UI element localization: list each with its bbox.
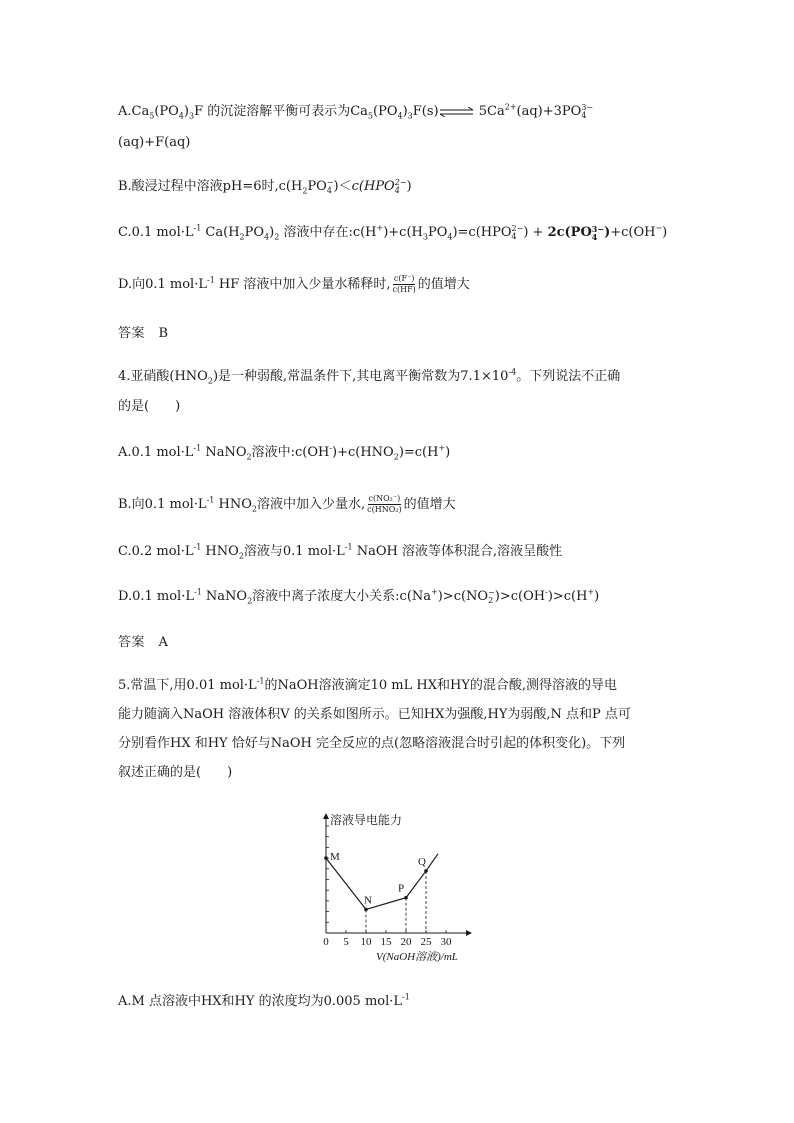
x-axis-label: V(NaOH溶液)/mL: [376, 951, 458, 963]
q3-option-a: $A.Ca_5(PO_4)_3F$ 的沉淀溶解平衡可表示为$Ca_5(PO_4)_3F(s)$ $5Ca^{2+}(aq)+3PO$ 3− 4: [118, 102, 594, 121]
q4-option-c: C.0.2 $mol\cdot L^{-1}$ $HNO_2$溶液与0.1 $mol\cdot L^{-1}$ NaOH 溶液等体积混合,溶液呈酸性: [118, 542, 563, 561]
q5-stem-line-2: 能力随滴入NaOH 溶液体积V 的关系如图所示。已知HX为强酸,HY为弱酸,N 点和P 点可: [118, 707, 631, 722]
point-label-Q: Q: [418, 855, 426, 868]
q5-option-a: A.M 点溶液中HX和HY 的浓度均为0.005 $mol\cdot L^{-1}$: [118, 992, 410, 1009]
x-tick-label: 10: [360, 936, 372, 948]
q3-option-d: D.向0.1 $mol\cdot L^{-1}$ HF 溶液中加入少量水稀释时, $\frac{c(F^-)}{c(HF)}$ 的值增大: [118, 274, 470, 294]
point-label-M: M: [330, 851, 340, 864]
point-label-P: P: [398, 882, 405, 895]
x-tick-label: 15: [380, 936, 392, 948]
q4-stem-continued: 的是( ): [118, 399, 181, 414]
point-M: [324, 856, 328, 860]
q3-option-b: B.酸浸过程中溶液pH=6时$,c(H_2PO$ − 4 )＜c(HPO 2− 4 ): [118, 177, 412, 196]
x-tick-label: 0: [323, 936, 329, 948]
fraction: $\frac{\text{c(NO₂⁻)}}{\text{c(HNO₂)}}$: [367, 494, 402, 514]
q3-option-a-continued: (aq)+F(aq): [118, 135, 191, 150]
equilibrium-arrow-icon: [439, 107, 475, 117]
x-tick-label: 5: [343, 936, 349, 948]
y-axis-label: 溶液导电能力: [330, 813, 403, 827]
q4-stem: 4.亚硝酸$(HNO_2)$是一种弱酸,常温条件下,其电离平衡常数为$7.1\times 10^{-4}$。下列说法不正确: [118, 367, 621, 386]
q4-option-a: A.0.1 $mol\cdot L^{-1}$ NaNO$_2$溶液中$:c(OH^-)+c(HNO_2)=c(H^+)$: [118, 443, 451, 462]
q5-stem-line-1: 5.常温下,用0.01 $mol\cdot L^{-1}$的NaOH溶液滴定10 mL HX和HY的混合酸,测得溶液的导电: [118, 676, 618, 693]
point-Q: [424, 869, 428, 873]
q4-option-d: D.0.1 $mol\cdot L^{-1}$ NaNO$_2$溶液中离子浓度大小关系:c(Na+)>c(NO − 2 )>c(OH-)>c(H+): [118, 587, 600, 606]
q5-stem-line-3: 分别看作HX 和HY 恰好与NaOH 完全反应的点(忽略溶液混合时引起的体积变化)。下列: [118, 736, 626, 751]
point-label-N: N: [364, 894, 372, 907]
x-tick-label: 20: [400, 936, 412, 948]
point-P: [404, 896, 408, 900]
x-tick-label: 25: [420, 936, 432, 948]
fraction: $\frac{c(F^-)}{c(HF)}$: [392, 274, 416, 294]
x-tick-label: 30: [440, 936, 452, 948]
q3-option-c: C.0.1 $mol\cdot L^{-1}$ $Ca(H_2PO_4)_2$ 溶液中存在$:c(H^+)+c(H_3PO_4)=c(HPO$ 2− 4 ) + 2c(PO 3− 4 )+c(OH−): [118, 223, 668, 242]
q4-answer: 答案 A: [118, 635, 169, 650]
conductivity-chart: [316, 808, 481, 968]
q4-option-b: B.向0.1 $mol\cdot L^{-1}$ $HNO_2$溶液中加入少量水, $\frac{\text{c(NO₂⁻)}}{\text{c(HNO₂)}}$ 的值增大: [118, 494, 456, 514]
point-N: [364, 908, 368, 912]
q3-answer: 答案 B: [118, 326, 169, 341]
q5-stem-line-4: 叙述正确的是( ): [118, 765, 233, 780]
chart-svg: [316, 808, 481, 968]
